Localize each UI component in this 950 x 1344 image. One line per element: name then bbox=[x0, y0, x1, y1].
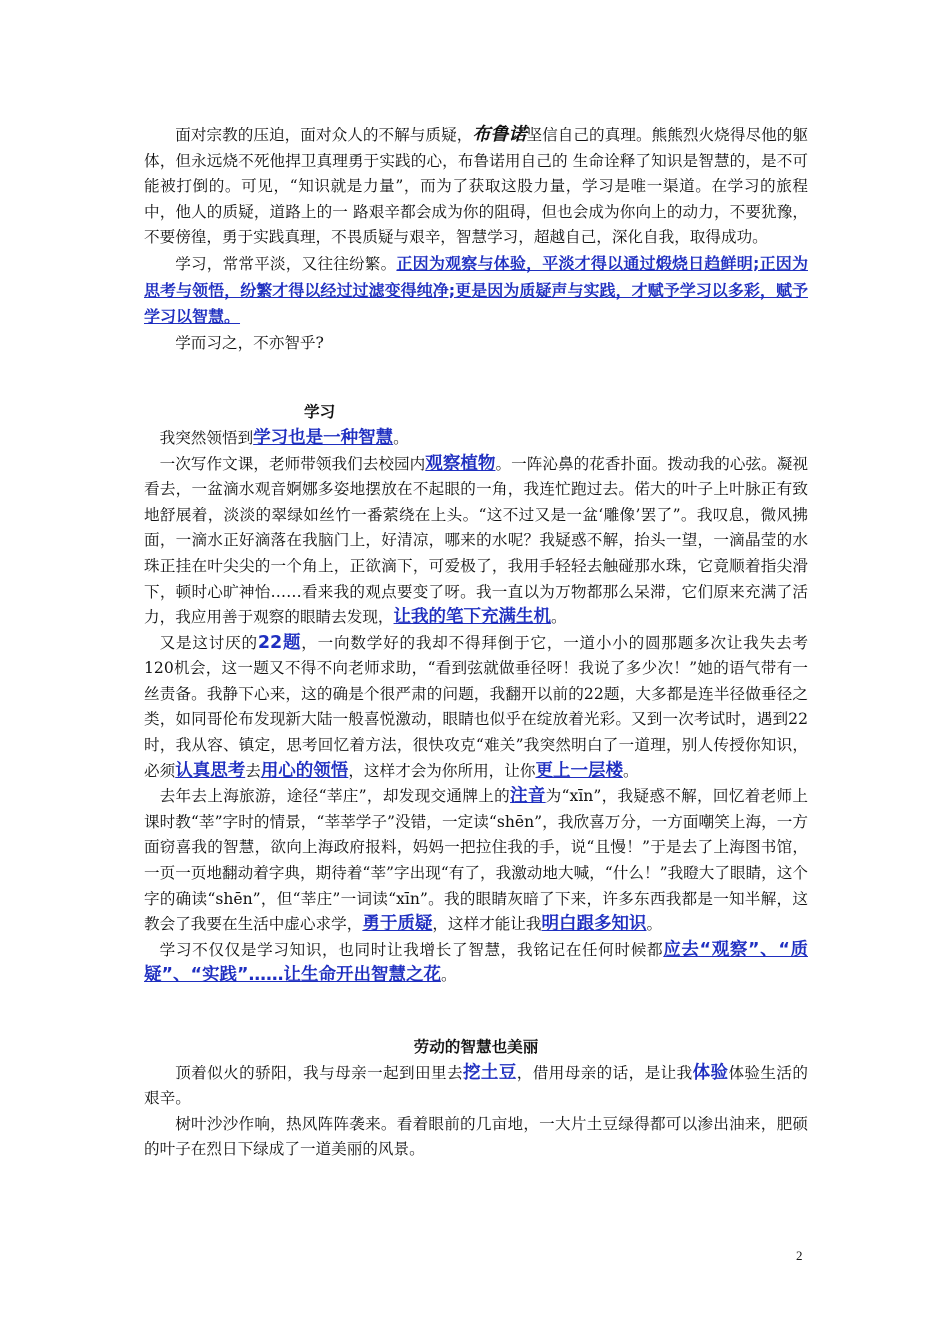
paragraph-conclusion bbox=[144, 938, 808, 989]
text-run: 。 bbox=[646, 915, 663, 934]
text-run: 顶着似火的骄阳，我与母亲一起到田里去 bbox=[175, 1063, 464, 1082]
text-run: 体验生活的艰辛。 bbox=[144, 1063, 808, 1108]
paragraph-dig-potatoes bbox=[144, 1061, 808, 1112]
text-run: 。一阵沁鼻的花香扑面。拨动我的心弦。凝视看去，一盆滴水观音婀娜多姿地摆放在不起眼的一角，我连忙跑过去。偌大的叶子上叶脉正有致地舒展着，淡淡的翠绿如丝竹一番萦绕在上头。“这不过又是一盆‘雕像’罢了”。我叹息，微风拂面，一滴水正好滴落在我脑门上，好清凉，哪来的水呢？我疑惑不解，抬头一望，一滴晶莹的水珠正挂在叶尖尖的一个角上，正欲滴下，可爱极了，我用手轻轻去触碰那水珠，它竟顺着指尖滑下，顿时心旷神怡……看来我的观点要变了呀。我一直以为万物都那么呆滞，它们原来充满了活力，我应用善于观察的眼睛去发现， bbox=[144, 454, 808, 627]
highlighted-text: 勇于质疑 bbox=[362, 914, 433, 935]
text-run: 面对宗教的压迫，面对众人的不解与质疑， bbox=[175, 126, 473, 144]
question-number: 22题 bbox=[257, 632, 302, 653]
highlighted-text: 应去“观察”、“质疑”、“实践”……让生命开出智慧之花 bbox=[144, 939, 808, 986]
text-run: 学习，常常平淡，又往往纷繁。 bbox=[175, 254, 397, 273]
text-run: 一次写作文课，老师带领我们去校园内 bbox=[159, 454, 426, 473]
text-run: 去 bbox=[245, 761, 261, 780]
highlighted-text: 明白跟多知识 bbox=[541, 914, 647, 935]
text-run: 。 bbox=[622, 761, 639, 780]
highlighted-text: 观察植物 bbox=[425, 453, 496, 474]
paragraph-bruno bbox=[144, 122, 808, 251]
text-run: 。 bbox=[441, 966, 457, 985]
highlighted-text: 学习也是一种智慧 bbox=[253, 427, 394, 448]
highlighted-text: 认真思考 bbox=[175, 760, 246, 781]
section-title-labor: 劳动的智慧也美丽 bbox=[413, 1038, 539, 1056]
text-run: 又是这讨厌的 bbox=[159, 633, 258, 652]
text-run: 坚信自己的真理。熊熊烈火烧得尽他的躯体，但永远烧不死他捍卫真理勇于实践的心，布鲁诺用自己的 生命诠释了知识是智慧的，是不可能被打倒的。可见，“知识就是力量”，而为了获取这股力量，学习是唯一渠道。在学习的旅程中，他人的质疑，道路上的一 路艰辛都会成为你的阻碍，但也会成为你向上的动力，不要犹豫，不要傍徨，勇于实践真理，不畏质疑与艰辛，智慧学习，超越自己，深化自我，取得成功。 bbox=[144, 126, 808, 247]
text-run: 我突然领悟到 bbox=[159, 428, 254, 447]
text-run: ，这样才能让我 bbox=[432, 915, 542, 934]
highlighted-text: 让我的笔下充满生机 bbox=[393, 607, 552, 628]
emphasis-name: 布鲁诺 bbox=[472, 124, 527, 145]
paragraph-potato-field: 树叶沙沙作响，热风阵阵袭来。看着眼前的几亩地，一大片土豆绿得都可以渗出油来，肥硕的叶子在烈日下绿成了一道美丽的风景。 bbox=[144, 1114, 808, 1159]
highlighted-text: 体验 bbox=[692, 1062, 729, 1083]
paragraph-question-22 bbox=[144, 631, 808, 785]
document-body bbox=[144, 122, 808, 1163]
text-run: 为“xīn”，我疑惑不解，回忆着老师上课时教“莘”字时的情景，“莘莘学子”没错，一定读“shēn”，我欣喜万分，一方面嘲笑上海，一方面窃喜我的智慧，欲向上海政府报料，妈妈一把拉住我的手，说“且慢！”于是去了上海图书馆，一页一页地翻动着字典，期待着“莘”字出现“有了，我激动地大喊，“什么！”我瞪大了眼睛，这个字的确读“shēn”，但“莘庄”一词读“xīn”。我的眼睛灰暗了下来，许多东西我都是一知半解，这教会了我要在生活中虚心求学， bbox=[144, 787, 809, 934]
text-run: ，借用母亲的话，是让我 bbox=[516, 1063, 693, 1082]
text-run: ，这样才会为你所用，让你 bbox=[348, 761, 536, 780]
page-number: 2 bbox=[796, 1248, 803, 1263]
text-run: ，一向数学好的我却不得拜倒于它，一道小小的圆那题多次让我失去考120机会，这一题又不得不向老师求助，“看到弦就做垂径呀！我说了多少次！”她的语气带有一丝责备。我静下心来，这的确是个很严肃的问题，我翻开以前的22题，大多都是连半径做垂径之类，如同哥伦布发现新大陆一般喜悦激动，眼睛也似乎在绽放着光彩。又到一次考试时，遇到22时，我从容、镇定，思考回忆着方法，很快攻克“难关”我突然明白了一道理，别人传授你知识，必须 bbox=[144, 633, 808, 780]
highlighted-text: 用心的领悟 bbox=[260, 760, 349, 781]
highlighted-text: 挖土豆 bbox=[463, 1062, 517, 1083]
highlighted-text: 更上一层楼 bbox=[535, 760, 623, 781]
paragraph-closing-question: 学而习之，不亦智乎? bbox=[175, 333, 324, 352]
paragraph-learning-summary bbox=[144, 251, 808, 331]
text-run: 学习不仅仅是学习知识，也同时让我增长了智慧，我铭记在任何时候都 bbox=[159, 940, 664, 959]
section-title-learning: 学习 bbox=[304, 403, 336, 422]
text-run: 去年去上海旅游，途径“莘庄”，却发现交通牌上的 bbox=[159, 787, 511, 806]
text-run: 。 bbox=[551, 608, 567, 627]
highlighted-text: 注音 bbox=[510, 786, 546, 807]
highlighted-text: 正因为观察与体验，平淡才得以通过煅烧日趋鲜明;正因为思考与领悟，纷繁才得以经过过滤变得纯净;更是因为质疑声与实践，才赋予学习以多彩，赋予学习以智慧。 bbox=[144, 253, 808, 327]
paragraph-observe-plants bbox=[144, 452, 808, 631]
text-run: 。 bbox=[393, 428, 409, 447]
paragraph-shanghai-trip bbox=[144, 784, 808, 938]
paragraph-realization bbox=[144, 426, 808, 452]
